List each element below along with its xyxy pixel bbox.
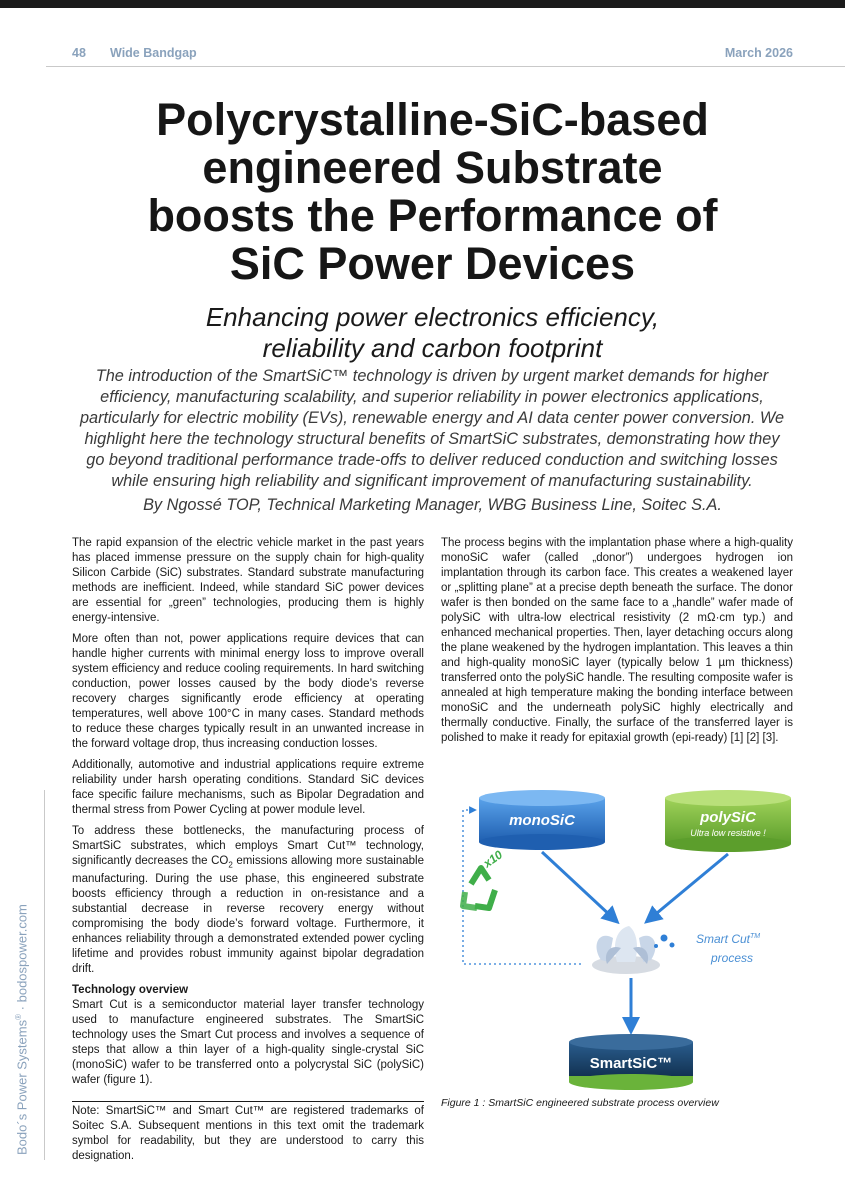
- process-label-tm: TM: [750, 933, 761, 940]
- figure-1: [441, 780, 793, 1100]
- paragraph: The rapid expansion of the electric vehicle market in the past years has placed immense pressure on the supply chain for high-quality Silicon Carbide (SiC) substrates. Standard substrate manufacturing methods are inefficient. Indeed, while standard SiC power devices are essential for „green” technologies, producing them is highly energy-intensive.: [72, 537, 424, 624]
- page-number: 48: [72, 46, 86, 60]
- poly-to-process-arrow: [651, 854, 728, 918]
- paragraph: More often than not, power applications require devices that can handle higher currents with minimal energy loss to improve overall system efficiency and reduce cooling requirements. In hard switching conduction, power losses caused by the body diode’s reverse recovery charges significantly erode efficiency at operating temperatures, well above 100°C in many cases. Standard methods to reduce these charges typically result in an unwanted increase in the forward voltage drop, thus increasing conduction losses.: [72, 633, 424, 750]
- paragraph: [72, 824, 424, 977]
- article-title: [60, 96, 805, 288]
- column-left: [72, 536, 424, 1094]
- sidebar-publication: [14, 904, 29, 1155]
- smartcut-process-icon: [592, 926, 675, 974]
- polysic-wafer: [665, 790, 791, 852]
- process-label-process: process: [711, 951, 754, 965]
- figure-caption: Figure 1 : SmartSiC engineered substrate process overview: [441, 1097, 719, 1109]
- subscript: 2: [228, 860, 233, 870]
- website-link[interactable]: bodospower.com: [14, 904, 30, 1003]
- top-bar: [0, 0, 845, 8]
- title-line: boosts the Performance of: [147, 190, 718, 241]
- mono-to-process-arrow: [542, 852, 613, 918]
- section-name: Wide Bandgap: [110, 46, 197, 60]
- recycle-label: x10: [480, 847, 506, 871]
- polysic-sublabel: Ultra low resistive !: [690, 828, 766, 838]
- paragraph-text: emissions allowing more sustainable manufacturing. During the use phase, this engineered substrate boosts efficiency through a reduction in on-resistance and a substantial decrease in reverse recovery energy without compromising the body diode’s forward voltage. Furthermore, it enhances reliability through a demonstrated extended power cycling lifetime and provides robust immunity against bipolar degradation drift.: [72, 855, 424, 976]
- section-heading: Technology overview: [72, 984, 189, 997]
- monosic-wafer: [479, 790, 605, 850]
- title-line: SiC Power Devices: [229, 238, 636, 289]
- process-label-smartcut: Smart Cut: [696, 932, 751, 946]
- smartsic-wafer: [569, 1034, 693, 1090]
- trademark-note: Note: SmartSiC™ and Smart Cut™ are registered trademarks of Soitec S.A. Subsequent mentions in this text omit the trademark symbol for readability, but they are understood to carry this designation.: [72, 1105, 424, 1162]
- column-right: [441, 536, 793, 752]
- paragraph: Smart Cut is a semiconductor material layer transfer technology used to manufacture engineered substrates. The SmartSiC technology uses the Smart Cut process and involves a sequence of steps that allow a thin layer of a high-quality single-crystal SiC (monoSiC) wafer to be transferred onto a polycrystal SiC (polySiC) wafer (figure 1).: [72, 999, 424, 1087]
- title-line: engineered Substrate: [202, 142, 663, 193]
- recycle-icon: [463, 847, 505, 908]
- registered-mark: ®: [14, 1013, 23, 1020]
- publication-name: Bodo´s Power Systems: [14, 1019, 30, 1155]
- header-rule: [46, 66, 845, 67]
- paragraph: The process begins with the implantation phase where a high-quality monoSiC wafer (called „donor”) undergoes hydrogen ion implantation through its carbon face. This creates a weakened layer or „splitting plane” at a precise depth beneath the surface. The donor wafer is then bonded on the same face to a „handle” wafer made of polySiC with ultra-low electrical resistivity (2 mΩ·cm typ.) and enhanced mechanical properties. Then, layer detaching occurs along the plane weakened by the hydrogen implantation. This leaves a thin and high-quality monoSiC layer (typically below 1 µm thickness) transferred onto the polySiC handle. The resulting composite wafer is annealed at high temperature making the bonding interface between monoSiC and the underneath polySiC highly electrically and thermally conductive. Finally, the surface of the transferred layer is polished to make it ready for epitaxial growth (epi-ready) [1] [2] [3].: [441, 537, 794, 744]
- monosic-label: monoSiC: [509, 812, 575, 829]
- article-byline: By Ngossé TOP, Technical Marketing Manager, WBG Business Line, Soitec S.A.: [143, 496, 722, 514]
- sidebar-separator: ·: [14, 1006, 30, 1011]
- article-subtitle: [60, 302, 805, 364]
- smartsic-label: SmartSiC™: [589, 1055, 673, 1072]
- subtitle-line: reliability and carbon footprint: [262, 333, 603, 363]
- article-lead: The introduction of the SmartSiC™ technology is driven by urgent market demands for higher efficiency, manufacturing scalability, and superior reliability in power electronics applications, particularly for electric mobility (EVs), renewable energy and AI data center power conversion. We highlight here the technology structural benefits of SmartSiC substrates, demonstrating how they go beyond traditional performance trade-offs to deliver reduced conduction and switching losses while ensuring high reliability and significant improvement of manufacturing sustainability.: [79, 367, 785, 490]
- subtitle-line: Enhancing power electronics efficiency,: [205, 302, 660, 332]
- polysic-label: polySiC: [700, 809, 756, 826]
- title-line: Polycrystalline-SiC-based: [156, 94, 709, 145]
- paragraph-text: To address these bottlenecks, the manufacturing process of SmartSiC substrates, which employs Smart Cut™ technology, significantly decreases the CO: [72, 825, 424, 867]
- paragraph: Additionally, automotive and industrial applications require extreme reliability under harsh operating conditions. Standard SiC devices face specific failure mechanisms, such as Bipolar Degradation and thermal stress from Power Cycling at power module level.: [72, 759, 424, 816]
- note-rule: [72, 1101, 424, 1102]
- process-label: [696, 932, 760, 946]
- issue-date: March 2026: [724, 46, 793, 60]
- sidebar-rule: [44, 790, 45, 1160]
